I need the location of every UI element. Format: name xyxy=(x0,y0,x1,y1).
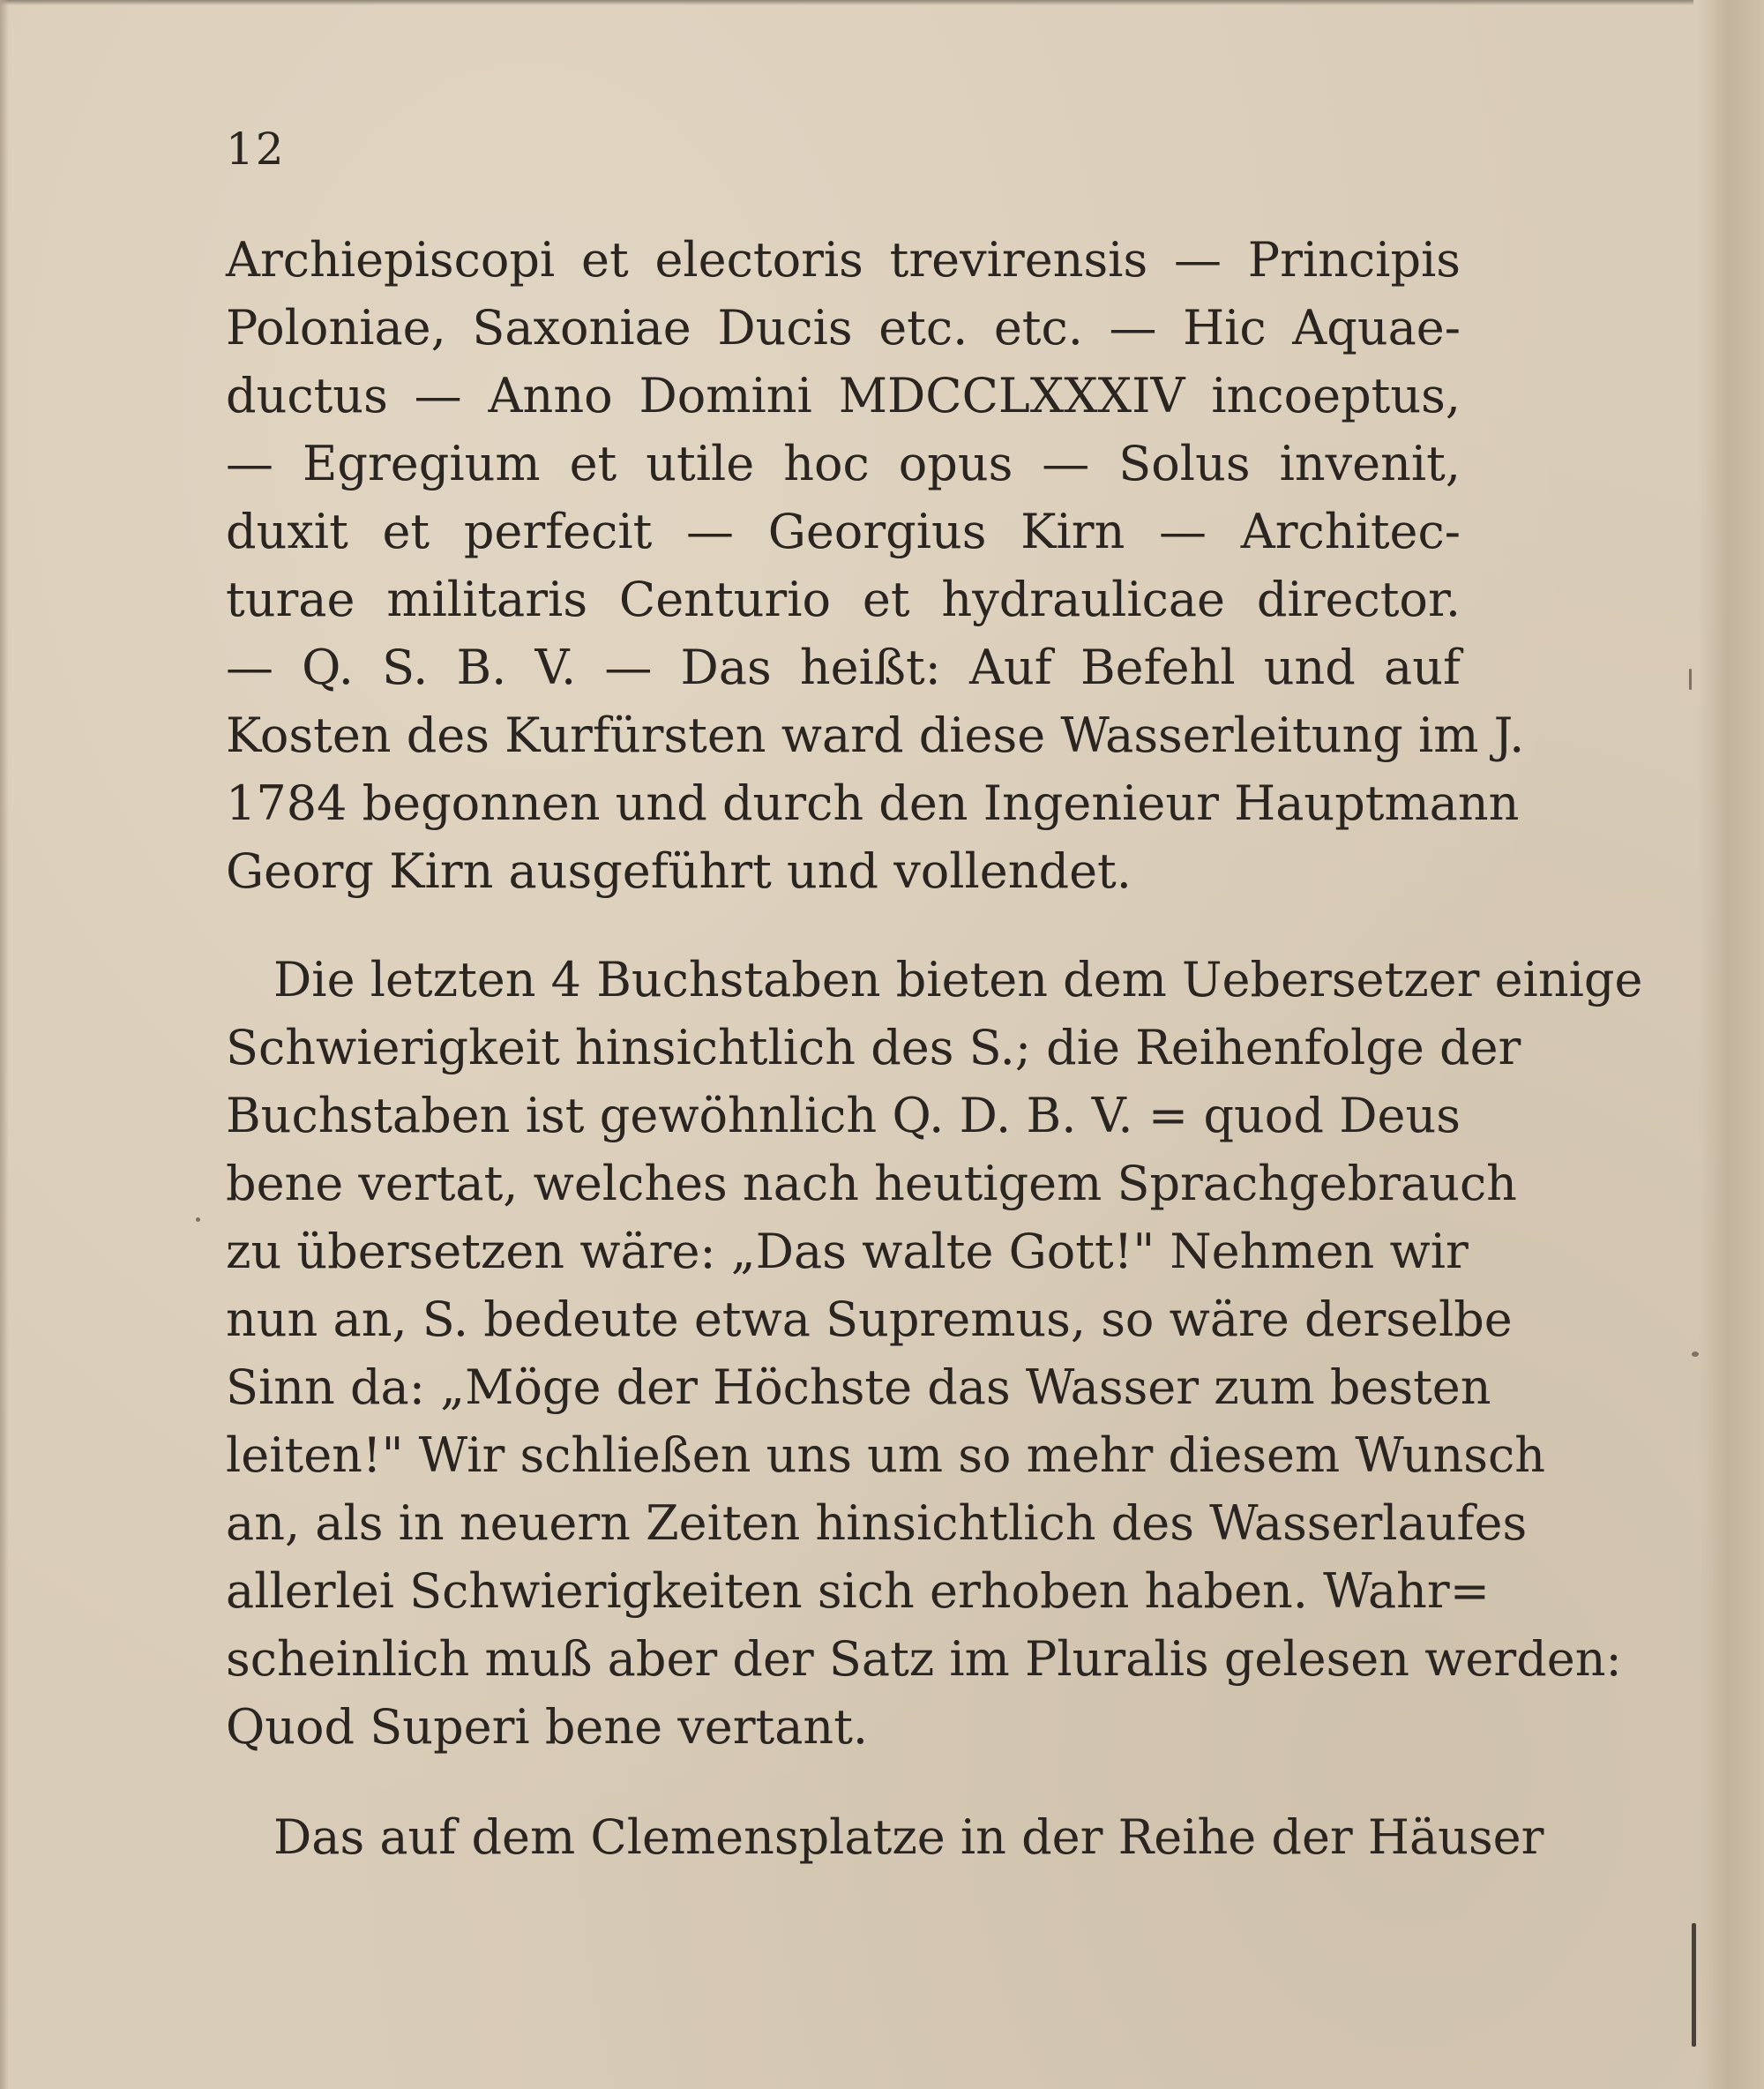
text-line: 1784 begonnen und durch den Ingenieur Hauptmann xyxy=(226,775,1520,831)
text-line: Sinn da: „Möge der Höchste das Wasser zum besten xyxy=(226,1359,1491,1415)
text-line: Georg Kirn ausgeführt und vollendet. xyxy=(226,843,1132,899)
text-line: turae militaris Centurio et hydraulicae director. xyxy=(226,572,1461,627)
text-line: Schwierigkeit hinsichtlich des S.; die Reihenfolge der xyxy=(226,1020,1521,1075)
page-left-shadow xyxy=(0,0,9,2089)
text-line: — Egregium et utile hoc opus — Solus invenit, xyxy=(226,436,1461,491)
text-line: Poloniae, Saxoniae Ducis etc. etc. — Hic Aquae- xyxy=(226,300,1461,356)
text-line: Das auf dem Clemensplatze in der Reihe der Häuser xyxy=(273,1809,1544,1865)
text-line: scheinlich muß aber der Satz im Pluralis gelesen werden: xyxy=(226,1631,1622,1687)
text-line: an, als in neuern Zeiten hinsichtlich des Wasserlaufes xyxy=(226,1495,1528,1551)
text-line: zu übersetzen wäre: „Das walte Gott!" Nehmen wir xyxy=(226,1224,1469,1279)
text-line: Kosten des Kurfürsten ward diese Wasserleitung im J. xyxy=(226,708,1525,763)
page-number: 12 xyxy=(226,124,286,175)
text-line: Quod Superi bene vertant. xyxy=(226,1699,869,1755)
paper-fleck xyxy=(1692,1351,1699,1357)
text-line: leiten!" Wir schließen uns um so mehr diesem Wunsch xyxy=(226,1427,1545,1483)
paper-fleck xyxy=(1689,669,1692,690)
text-line: bene vertat, welches nach heutigem Sprachgebrauch xyxy=(226,1156,1517,1211)
page-gutter xyxy=(1699,0,1764,2089)
text-line: Die letzten 4 Buchstaben bieten dem Uebersetzer einige xyxy=(273,952,1643,1007)
page-top-edge xyxy=(0,0,1693,5)
text-line: — Q. S. B. V. — Das heißt: Auf Befehl und auf xyxy=(226,640,1461,695)
text-line: Buchstaben ist gewöhnlich Q. D. B. V. = quod Deus xyxy=(226,1088,1461,1143)
text-line: allerlei Schwierigkeiten sich erhoben haben. Wahr= xyxy=(226,1563,1490,1619)
text-line: ductus — Anno Domini MDCCLXXXIV incoeptus, xyxy=(226,368,1461,423)
paper-fleck xyxy=(196,1217,200,1222)
text-line: duxit et perfecit — Georgius Kirn — Architec- xyxy=(226,504,1461,559)
page-edge-mark xyxy=(1692,1923,1696,2047)
text-line: Archiepiscopi et electoris trevirensis — Principis xyxy=(226,232,1461,288)
text-line: nun an, S. bedeute etwa Supremus, so wäre derselbe xyxy=(226,1292,1513,1347)
